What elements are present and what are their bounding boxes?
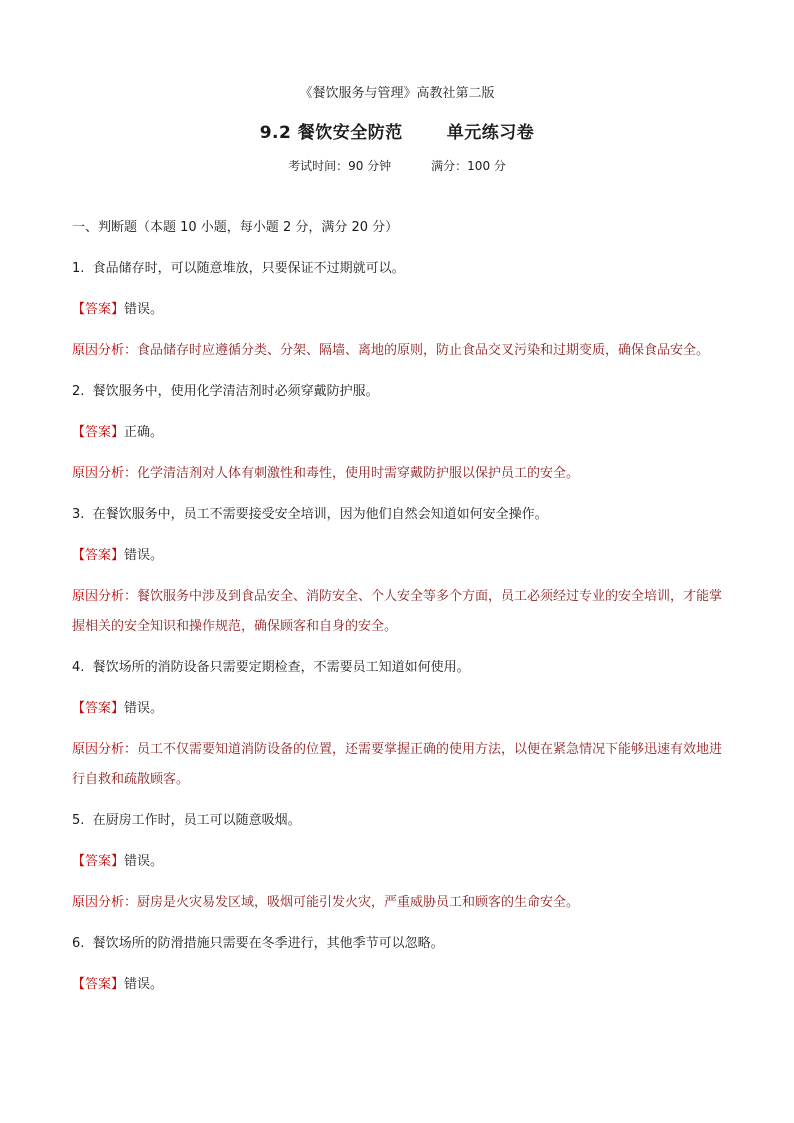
- analysis-text: 员工不仅需要知道消防设备的位置，还需要掌握正确的使用方法，以便在紧急情况下能够迅速有效地进行自救和疏散顾客。: [72, 742, 723, 787]
- question-6: [72, 934, 732, 954]
- question-text: 餐饮服务中，使用化学清洁剂时必须穿戴防护服。: [92, 384, 379, 399]
- answer-tag: 【答案】: [72, 854, 125, 869]
- title-left: 9.2 餐饮安全防范: [259, 123, 403, 143]
- section-title: 一、判断题（本题 10 小题，每小题 2 分，满分 20 分）: [72, 220, 399, 235]
- question-2: [72, 382, 732, 402]
- question-text: 餐饮场所的消防设备只需要定期检查，不需要员工知道如何使用。: [92, 660, 470, 675]
- answer-3: [72, 546, 732, 566]
- question-text: 餐饮场所的防滑措施只需要在冬季进行，其他季节可以忽略。: [92, 936, 444, 951]
- question-4: [72, 658, 732, 678]
- answer-tag: 【答案】: [72, 548, 125, 563]
- answer-value: 错误。: [124, 701, 164, 716]
- question-number: 3.: [72, 507, 85, 522]
- question-3: [72, 505, 732, 525]
- answer-tag: 【答案】: [72, 302, 125, 317]
- analysis-label: 原因分析：: [72, 466, 138, 481]
- question-5: [72, 811, 732, 831]
- exam-meta: [0, 157, 794, 174]
- full-score: 满分：100 分: [431, 159, 506, 173]
- answer-5: [72, 852, 732, 872]
- answer-value: 错误。: [124, 854, 164, 869]
- question-1: [72, 259, 732, 279]
- answer-value: 错误。: [124, 977, 164, 992]
- answer-6: [72, 975, 732, 995]
- answer-tag: 【答案】: [72, 701, 125, 716]
- question-number: 5.: [72, 813, 85, 828]
- answer-value: 错误。: [124, 548, 164, 563]
- analysis-text: 化学清洁剂对人体有刺激性和毒性，使用时需穿戴防护服以保护员工的安全。: [137, 466, 580, 481]
- question-number: 4.: [72, 660, 85, 675]
- analysis-text: 餐饮服务中涉及到食品安全、消防安全、个人安全等多个方面，员工必须经过专业的安全培训，才能掌握相关的安全知识和操作规范，确保顾客和自身的安全。: [72, 589, 723, 634]
- question-text: 在厨房工作时，员工可以随意吸烟。: [92, 813, 301, 828]
- question-number: 6.: [72, 936, 85, 951]
- answer-value: 正确。: [124, 425, 164, 440]
- answer-2: [72, 423, 732, 443]
- document-title: [0, 118, 794, 143]
- questions-content: [72, 218, 732, 1016]
- analysis-text: 食品储存时应遵循分类、分架、隔墙、离地的原则，防止食品交叉污染和过期变质，确保食品安全。: [137, 343, 710, 358]
- answer-1: [72, 300, 732, 320]
- analysis-label: 原因分析：: [72, 343, 138, 358]
- answer-4: [72, 699, 732, 719]
- analysis-text: 厨房是火灾易发区域，吸烟可能引发火灾，严重威胁员工和顾客的生命安全。: [137, 895, 580, 910]
- analysis-label: 原因分析：: [72, 895, 138, 910]
- answer-tag: 【答案】: [72, 977, 125, 992]
- analysis-4: [72, 735, 732, 795]
- analysis-3: [72, 582, 732, 642]
- question-number: 1.: [72, 261, 85, 276]
- exam-time: 考试时间：90 分钟: [288, 159, 392, 173]
- question-text: 在餐饮服务中，员工不需要接受安全培训，因为他们自然会知道如何安全操作。: [92, 507, 548, 522]
- question-text: 食品储存时，可以随意堆放，只要保证不过期就可以。: [92, 261, 405, 276]
- document-subtitle: 《餐饮服务与管理》高教社第二版: [299, 86, 495, 101]
- analysis-2: [72, 459, 732, 489]
- analysis-1: [72, 336, 732, 366]
- answer-tag: 【答案】: [72, 425, 125, 440]
- title-right: 单元练习卷: [446, 123, 535, 143]
- analysis-5: [72, 888, 732, 918]
- question-number: 2.: [72, 384, 85, 399]
- analysis-label: 原因分析：: [72, 742, 138, 757]
- answer-value: 错误。: [124, 302, 164, 317]
- analysis-label: 原因分析：: [72, 589, 138, 604]
